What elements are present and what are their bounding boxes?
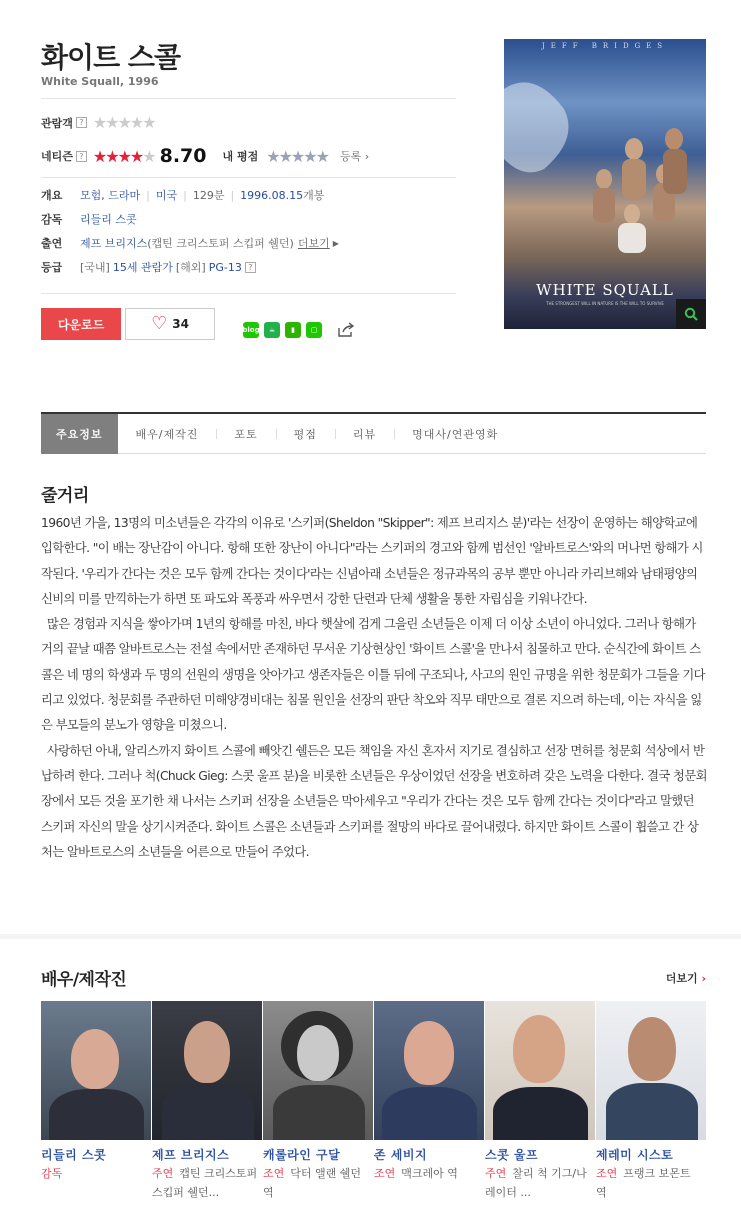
person-name[interactable]: 존 세비지 bbox=[374, 1148, 428, 1162]
movie-subtitle: White Squall, 1996 bbox=[41, 75, 159, 88]
divider bbox=[41, 177, 456, 178]
poster-tagline: THE STRONGEST WILL IN NATURE IS THE WILL TO SURVIVE bbox=[546, 301, 664, 306]
like-button[interactable] bbox=[125, 308, 215, 340]
grade-domestic-prefix: [국내] bbox=[80, 261, 110, 274]
divider bbox=[41, 98, 456, 99]
keep-share-icon[interactable]: ▢ bbox=[306, 322, 322, 338]
my-rating-stars[interactable]: ★★★★★ bbox=[266, 146, 328, 166]
person-role: 조연 프랭크 보몬트 역 bbox=[596, 1167, 691, 1199]
grade-domestic-link[interactable]: 15세 관람가 bbox=[112, 261, 173, 274]
grade-row bbox=[41, 259, 256, 275]
register-rating-link[interactable]: 등록 › bbox=[339, 150, 370, 163]
person-name[interactable]: 제레미 시스토 bbox=[596, 1148, 674, 1162]
tab-review[interactable]: 리뷰 bbox=[335, 426, 394, 442]
divider bbox=[41, 293, 456, 294]
person-name[interactable]: 제프 브리지스 bbox=[152, 1148, 230, 1162]
person-photo[interactable] bbox=[485, 1001, 595, 1140]
genre-link[interactable]: 모험, 드라마 bbox=[80, 189, 141, 202]
tab-bar bbox=[41, 412, 706, 454]
person-photo[interactable] bbox=[152, 1001, 262, 1140]
like-count: 34 bbox=[172, 317, 189, 331]
cast-more-link[interactable]: 더보기 › bbox=[665, 972, 706, 985]
cast-row bbox=[41, 235, 339, 251]
share-icon[interactable] bbox=[337, 322, 355, 338]
help-icon[interactable]: ? bbox=[245, 262, 256, 273]
cast-card[interactable] bbox=[263, 1001, 374, 1202]
netizen-rating-row bbox=[41, 145, 369, 167]
help-icon[interactable]: ? bbox=[76, 151, 87, 162]
person-role: 주연 캡틴 크리스토퍼 스킵퍼 쉘던... bbox=[152, 1167, 258, 1199]
cast-card[interactable] bbox=[485, 1001, 596, 1202]
country-link[interactable]: 미국 bbox=[155, 189, 178, 202]
person-role: 조연 닥터 앨랜 쉘던 역 bbox=[263, 1167, 362, 1199]
tab-rating[interactable]: 평점 bbox=[276, 426, 335, 442]
movie-title: 화이트 스콜 bbox=[41, 41, 180, 74]
synopsis-text bbox=[41, 511, 707, 865]
download-button[interactable]: 다운로드 bbox=[41, 308, 121, 340]
person-photo[interactable] bbox=[263, 1001, 373, 1140]
help-icon[interactable]: ? bbox=[76, 117, 87, 128]
cast-section-title: 배우/제작진 bbox=[41, 970, 127, 990]
cast-list bbox=[41, 1001, 707, 1202]
movie-poster[interactable] bbox=[504, 39, 706, 329]
cast-more-link[interactable]: 더보기 bbox=[297, 237, 330, 250]
person-photo[interactable] bbox=[596, 1001, 706, 1140]
poster-wave bbox=[504, 69, 584, 179]
audience-stars: ★★★★★ bbox=[92, 113, 155, 132]
poster-figures bbox=[574, 119, 694, 269]
overview-row bbox=[41, 187, 324, 203]
bookmark-share-icon[interactable]: ▮ bbox=[285, 322, 301, 338]
audience-rating-label: 관람객 bbox=[41, 116, 73, 130]
director-row bbox=[41, 211, 137, 227]
grade-foreign-link[interactable]: PG-13 bbox=[208, 260, 242, 274]
cast-label: 출연 bbox=[41, 237, 63, 250]
tab-main-info[interactable]: 주요정보 bbox=[41, 414, 118, 454]
grade-foreign-prefix: [해외] bbox=[175, 261, 206, 274]
netizen-score: 8.70 bbox=[159, 145, 207, 167]
director-label: 감독 bbox=[41, 213, 63, 226]
heart-icon: ♡ bbox=[151, 313, 168, 334]
synopsis-paragraph: 사랑하던 아내, 알리스까지 화이트 스콜에 빼앗긴 쉘든은 모든 책임을 자신 혼자서 지기로 결심하고 선장 면허를 청문회 석상에서 반납하려 한다. 그러나 척(Chuck Gieg: 스콧 울프 분)을 비롯한 소년들은 우상이었던 선장을 변호하려 갖은 노력을 다한다. 결국 청문회장에서 모든 것을 포기한 채 나서는 스키퍼 선장을 소년들은 막아세우고 "우리가 간다는 것은 모두 함께 간다는 것이다"라고 말했던 스키퍼 자신의 말을 상기시켜준다. 화이트 스콜은 소년들과 스키퍼를 절망의 바다로 끌어내렸다. 하지만 화이트 스콜이 휩쓸고 간 상처는 알바트로스의 소년들을 어른으로 만들어 주었다. bbox=[41, 743, 707, 859]
share-icons bbox=[243, 322, 322, 338]
cast-card[interactable] bbox=[41, 1001, 152, 1202]
poster-top-text: JEFF BRIDGES bbox=[541, 42, 669, 50]
synopsis-title: 줄거리 bbox=[41, 486, 89, 506]
cast-card[interactable] bbox=[152, 1001, 263, 1202]
person-role: 주연 찰리 척 기그/나레이터 ... bbox=[485, 1167, 587, 1199]
person-photo[interactable] bbox=[41, 1001, 151, 1140]
director-link[interactable]: 리들리 스콧 bbox=[80, 213, 137, 226]
my-rating-label: 내 평점 bbox=[222, 150, 259, 163]
person-role: 감독 bbox=[41, 1167, 63, 1180]
synopsis-paragraph: 1960년 가을, 13명의 미소년들은 각각의 이유로 '스키퍼(Sheldon "Skipper": 제프 브리지스 분)'라는 선장이 운영하는 해양학교에 입학한다. "이 배는 장난감이 아니다. 항해 또한 장난이 아니다"라는 스키퍼의 경고와 함께 범선인 '알바트로스'와의 머나먼 항해가 시작된다. '우리가 간다는 것은 모두 함께 간다는 것이다'라는 신념아래 소년들은 정규과목의 공부 뿐만 아니라 카리브해와 남태평양의 신비의 미를 만끽하는가 하면 또 파도와 폭풍과 싸우면서 강한 단련과 단체 생활을 통한 자립심을 키워나간다. bbox=[41, 516, 703, 606]
person-name[interactable]: 스콧 울프 bbox=[485, 1148, 539, 1162]
person-role: 조연 맥크레아 역 bbox=[374, 1167, 458, 1180]
grade-label: 등급 bbox=[41, 261, 63, 274]
separator: | bbox=[230, 188, 235, 202]
runtime: 129분 bbox=[192, 189, 225, 202]
overview-label: 개요 bbox=[41, 189, 63, 202]
caret-right-icon: ▶ bbox=[332, 238, 339, 248]
tab-cast-crew[interactable]: 배우/제작진 bbox=[135, 427, 199, 441]
search-icon bbox=[684, 307, 698, 321]
cafe-share-icon[interactable]: ☕ bbox=[264, 322, 280, 338]
release-date-link[interactable]: 1996.08.15 bbox=[240, 188, 304, 202]
person-name[interactable]: 캐롤라인 구달 bbox=[263, 1148, 341, 1162]
blog-share-icon[interactable]: blog bbox=[243, 322, 259, 338]
synopsis-paragraph: 많은 경험과 지식을 쌓아가며 1년의 항해를 마친, 바다 햇살에 검게 그을린 소년들은 이제 더 이상 소년이 아니었다. 그러나 항해가 거의 끝날 때쯤 알바트로스는 전설 속에서만 존재하던 무서운 기상현상인 '화이트 스콜'을 만나서 침몰하고 만다. 순식간에 화이트 스콜은 네 명의 학생과 두 명의 선원의 생명을 앗아가고 생존자들은 이틀 뒤에 구조되나, 사고의 원인 규명을 위한 청문회가 그들을 기다리고 있었다. 청문회를 주관하던 미해양경비대는 침몰 원인을 선장의 판단 착오와 직무 태만으로 결론 지으려 하는데, 이는 자식을 잃은 부모들의 분노가 영향을 미쳤으니. bbox=[41, 617, 705, 733]
cast-card[interactable] bbox=[374, 1001, 485, 1202]
netizen-rating-label: 네티즌 bbox=[41, 150, 73, 163]
person-name[interactable]: 리들리 스콧 bbox=[41, 1148, 107, 1162]
cast-link[interactable]: 제프 브리지스 bbox=[80, 237, 148, 250]
audience-rating-row bbox=[41, 113, 155, 132]
tab-photo[interactable]: 포토 bbox=[216, 426, 275, 442]
separator: | bbox=[146, 188, 150, 202]
tab-quotes-related[interactable]: 명대사/연관영화 bbox=[394, 426, 516, 442]
zoom-button[interactable] bbox=[676, 299, 706, 329]
poster-title: WHITE SQUALL bbox=[536, 281, 674, 299]
person-photo[interactable] bbox=[374, 1001, 484, 1140]
separator: | bbox=[183, 188, 187, 202]
netizen-stars: ★★★★★ bbox=[92, 146, 155, 166]
release-suffix: 개봉 bbox=[303, 189, 325, 202]
cast-card[interactable] bbox=[596, 1001, 707, 1202]
section-divider bbox=[0, 934, 741, 939]
cast-role: (캡틴 크리스토퍼 스킵퍼 쉘던) bbox=[147, 237, 294, 250]
